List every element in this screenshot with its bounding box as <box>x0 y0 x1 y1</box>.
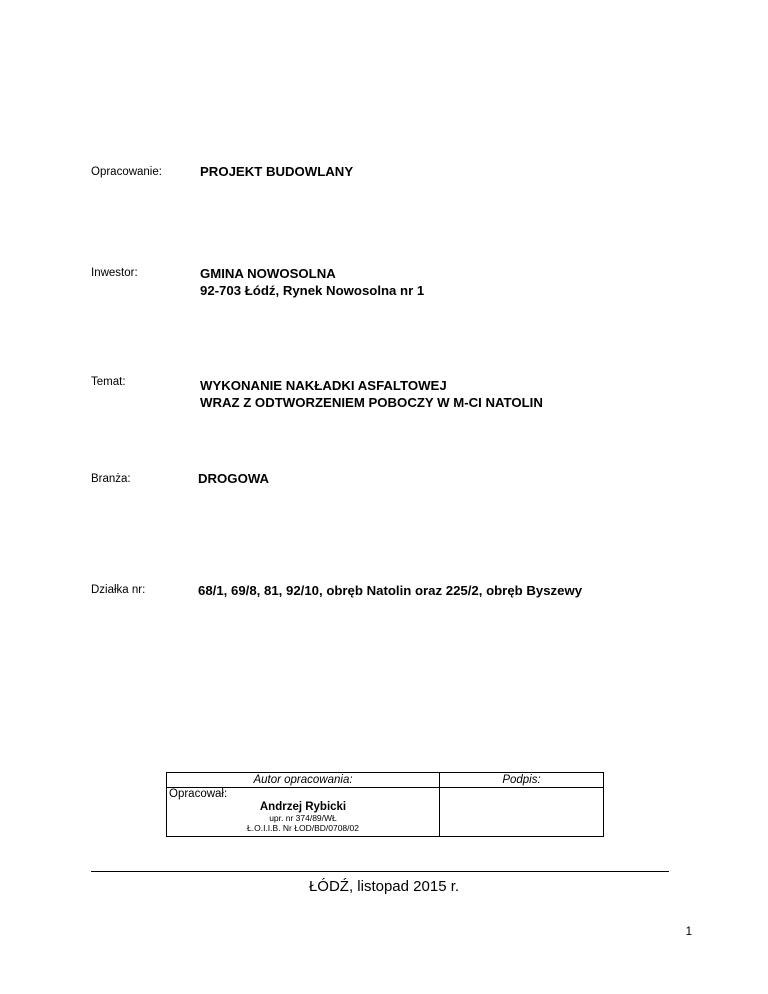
temat-line2: WRAZ Z ODTWORZENIEM POBOCZY W M-CI NATOLIN <box>200 395 543 410</box>
label-inwestor: Inwestor: <box>91 267 138 279</box>
value-opracowanie: PROJEKT BUDOWLANY <box>200 164 354 179</box>
inwestor-name: GMINA NOWOSOLNA <box>200 266 336 281</box>
author-cell <box>167 788 440 837</box>
signature-header: Podpis: <box>440 773 604 788</box>
license-line1: upr. nr 374/89/WŁ <box>269 813 337 823</box>
footer-place-date: ŁÓDŹ, listopad 2015 r. <box>308 878 460 895</box>
author-name: Andrzej Rybicki <box>259 801 347 813</box>
label-temat: Temat: <box>91 376 126 388</box>
value-branza: DROGOWA <box>198 471 270 486</box>
author-header: Autor opracowania: <box>167 773 440 788</box>
license-line2: Ł.O.I.I.B. Nr ŁOD/BD/0708/02 <box>247 823 359 833</box>
signature-cell <box>440 788 604 837</box>
signature-table <box>166 772 604 837</box>
value-inwestor <box>200 265 424 299</box>
label-opracowanie: Opracowanie: <box>91 166 162 178</box>
page-number: 1 <box>685 926 692 938</box>
inwestor-address: 92-703 Łódź, Rynek Nowosolna nr 1 <box>200 283 425 298</box>
temat-line1: WYKONANIE NAKŁADKI ASFALTOWEJ <box>200 378 447 393</box>
role-label: Opracował: <box>169 788 228 800</box>
value-dzialka: 68/1, 69/8, 81, 92/10, obręb Natolin oraz 225/2, obręb Byszewy <box>198 583 583 598</box>
value-temat <box>200 377 543 411</box>
footer-divider <box>91 871 669 872</box>
label-branza: Branża: <box>91 473 131 485</box>
label-dzialka: Działka nr: <box>91 584 146 596</box>
